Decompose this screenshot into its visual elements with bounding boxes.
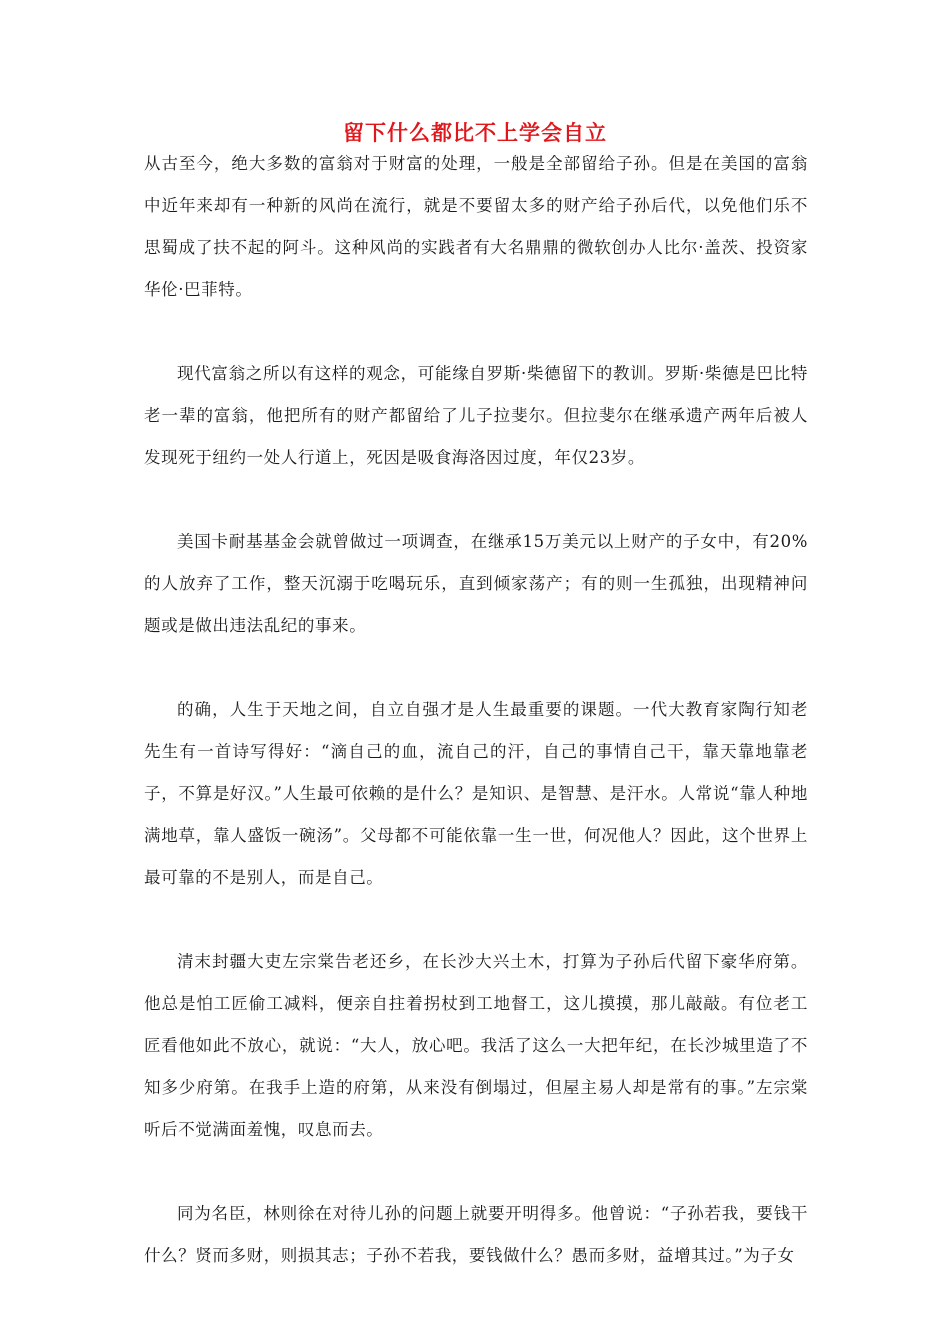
paragraph-gap <box>144 311 808 353</box>
paragraph-6: 同为名臣，林则徐在对待儿孙的问题上就要开明得多。他曾说：“子孙若我，要钱干什么？贤而多财，则损其志；子孙不若我，要钱做什么？愚而多财，益增其过。”为子女 <box>144 1204 808 1265</box>
paragraph-gap <box>144 647 808 689</box>
paragraph-1: 从古至今，绝大多数的富翁对于财富的处理，一般是全部留给子孙。但是在美国的富翁中近年来却有一种新的风尚在流行，就是不要留太多的财产给子孙后代，以免他们乐不思蜀成了扶不起的阿斗。这种风尚的实践者有大名鼎鼎的微软创办人比尔·盖茨、投资家华伦·巴菲特。 <box>144 154 808 299</box>
paragraph-4: 的确，人生于天地之间，自立自强才是人生最重要的课题。一代大教育家陶行知老先生有一首诗写得好：“滴自己的血，流自己的汗，自己的事情自己干，靠天靠地靠老子，不算是好汉。”人生最可依赖的是什么？是知识、是智慧、是汗水。人常说“靠人种地满地草，靠人盛饭一碗汤”。父母都不可能依靠一生一世，何况他人？因此，这个世界上最可靠的不是别人，而是自己。 <box>144 700 808 887</box>
paragraph-3: 美国卡耐基基金会就曾做过一项调查，在继承15万美元以上财产的子女中，有20%的人放弃了工作，整天沉溺于吃喝玩乐，直到倾家荡产；有的则一生孤独，出现精神问题或是做出违法乱纪的事来。 <box>144 532 808 635</box>
paragraph-5: 清末封疆大吏左宗棠告老还乡，在长沙大兴土木，打算为子孙后代留下豪华府第。他总是怕工匠偷工减料，便亲自拄着拐杖到工地督工，这儿摸摸，那儿敲敲。有位老工匠看他如此不放心，就说：“大人，放心吧。我活了这么一大把年纪，在长沙城里造了不知多少府第。在我手上造的府第，从来没有倒塌过，但屋主易人却是常有的事。”左宗棠听后不觉满面羞愧，叹息而去。 <box>144 952 808 1139</box>
document-body <box>144 143 808 1277</box>
paragraph-gap <box>144 479 808 521</box>
paragraph-gap <box>144 1151 808 1193</box>
paragraph-gap <box>144 899 808 941</box>
paragraph-2: 现代富翁之所以有这样的观念，可能缘自罗斯·柴德留下的教训。罗斯·柴德是巴比特老一辈的富翁，他把所有的财产都留给了儿子拉斐尔。但拉斐尔在继承遗产两年后被人发现死于纽约一处人行道上，死因是吸食海洛因过度，年仅23岁。 <box>144 364 808 467</box>
document-title: 留下什么都比不上学会自立 <box>343 120 607 145</box>
